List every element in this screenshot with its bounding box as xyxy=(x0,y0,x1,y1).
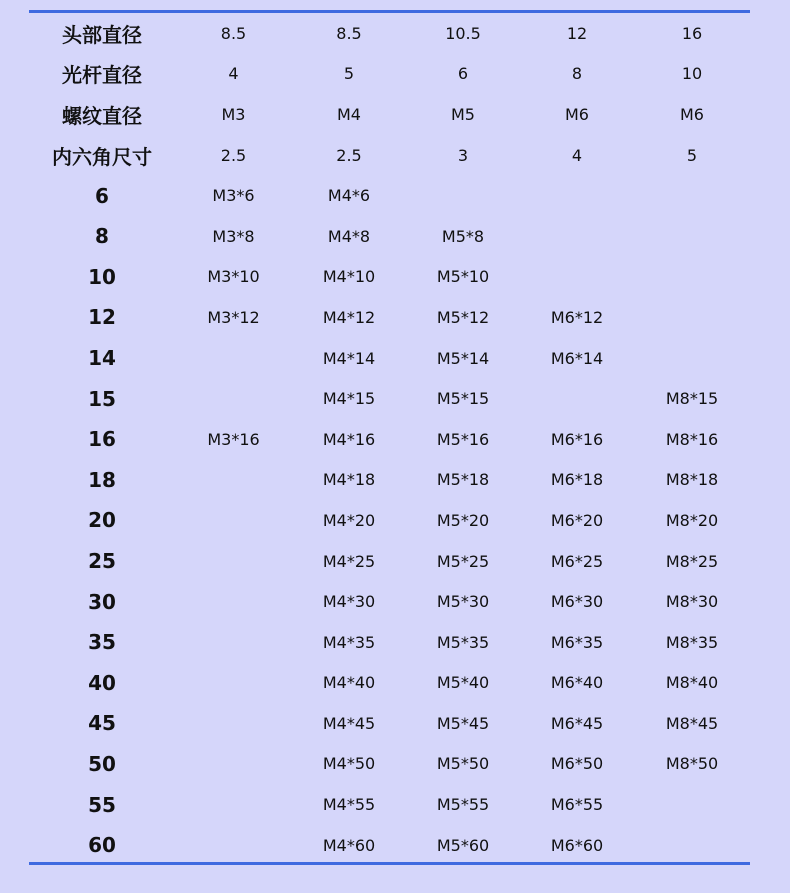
table-cell xyxy=(175,581,292,622)
table-cell: M4*35 xyxy=(322,632,376,652)
row-label-length: 8 xyxy=(95,224,109,249)
table-cell: M5*45 xyxy=(436,713,490,733)
table-cell: M6*40 xyxy=(550,673,604,693)
table-cell: M5*60 xyxy=(436,835,490,855)
row-label-length: 30 xyxy=(88,589,116,614)
table-cell: M8*15 xyxy=(665,389,719,409)
table-cell: M4*20 xyxy=(322,510,376,530)
table-cell: M8*40 xyxy=(665,673,719,693)
table-cell xyxy=(634,297,750,338)
table-cell xyxy=(175,663,292,704)
table-cell: M3*16 xyxy=(207,429,260,449)
row-label-length: 45 xyxy=(88,711,116,736)
row-label-length: 20 xyxy=(88,508,116,533)
table-cell: M6 xyxy=(680,104,704,124)
row-label-shank-diameter: 光杆直径 xyxy=(62,63,142,88)
table-cell: M8*45 xyxy=(665,713,719,733)
table-cell: M8*20 xyxy=(665,510,719,530)
table-cell: M5*40 xyxy=(436,673,490,693)
table-cell: M5*20 xyxy=(436,510,490,530)
table-cell xyxy=(175,378,292,419)
table-cell: 6 xyxy=(457,64,469,84)
table-cell: M4 xyxy=(337,104,361,124)
table-row xyxy=(29,825,750,866)
table-cell xyxy=(634,257,750,298)
bottom-rule xyxy=(29,862,750,865)
table-cell: 5 xyxy=(686,145,698,165)
table-cell: 5 xyxy=(343,64,355,84)
table-cell: M5*25 xyxy=(436,551,490,571)
table-row xyxy=(29,257,750,298)
table-cell: M4*50 xyxy=(322,754,376,774)
table-cell: M8*50 xyxy=(665,754,719,774)
table-cell: M5*50 xyxy=(436,754,490,774)
table-cell xyxy=(634,175,750,216)
table-cell: M3 xyxy=(221,104,246,124)
table-row xyxy=(29,581,750,622)
table-cell: 2.5 xyxy=(336,145,362,165)
table-row xyxy=(29,135,750,176)
table-cell: M4*14 xyxy=(322,348,376,368)
table-cell: 10 xyxy=(681,64,703,84)
table-cell xyxy=(520,175,634,216)
table-cell: M5*12 xyxy=(436,307,490,327)
row-label-hex-socket-size: 内六角尺寸 xyxy=(52,144,152,169)
table-cell: M6*20 xyxy=(550,510,604,530)
table-cell xyxy=(175,541,292,582)
table-cell xyxy=(175,744,292,785)
table-cell: M4*6 xyxy=(327,186,371,206)
table-cell: 16 xyxy=(681,23,703,43)
table-cell xyxy=(175,622,292,663)
table-cell: 2.5 xyxy=(220,145,247,165)
table-row xyxy=(29,744,750,785)
table-cell: 8.5 xyxy=(220,23,247,43)
table-cell: M4*8 xyxy=(327,226,371,246)
table-cell: M5*8 xyxy=(441,226,485,246)
table-cell: M6 xyxy=(565,104,589,124)
row-label-length: 50 xyxy=(88,751,116,776)
table-cell: M6*16 xyxy=(550,429,604,449)
row-label-length: 60 xyxy=(88,833,116,858)
table-row xyxy=(29,378,750,419)
table-cell xyxy=(175,784,292,825)
row-label-length: 35 xyxy=(88,630,116,655)
table-cell xyxy=(175,825,292,866)
table-row xyxy=(29,663,750,704)
table-row xyxy=(29,703,750,744)
table-cell: M4*40 xyxy=(322,673,376,693)
table-cell: M5*14 xyxy=(436,348,490,368)
table-cell xyxy=(520,257,634,298)
table-cell xyxy=(634,338,750,379)
table-row xyxy=(29,419,750,460)
table-row xyxy=(29,216,750,257)
table-cell: M8*18 xyxy=(665,470,719,490)
table-cell: M8*16 xyxy=(665,429,719,449)
table-cell: M5*18 xyxy=(436,470,490,490)
table-row xyxy=(29,784,750,825)
table-cell: M6*35 xyxy=(550,632,604,652)
table-cell: M3*6 xyxy=(212,186,255,206)
table-cell: M8*35 xyxy=(665,632,719,652)
table-row xyxy=(29,54,750,95)
table-cell: M6*45 xyxy=(550,713,604,733)
table-cell: M8*30 xyxy=(665,592,719,612)
table-cell: M5 xyxy=(451,104,475,124)
table-cell: M4*10 xyxy=(322,267,376,287)
table-cell: 8.5 xyxy=(336,23,362,43)
table-cell xyxy=(634,825,750,866)
row-label-length: 18 xyxy=(88,467,116,492)
table-row xyxy=(29,541,750,582)
table-cell: M4*18 xyxy=(322,470,376,490)
table-cell xyxy=(175,703,292,744)
table-cell: M5*30 xyxy=(436,592,490,612)
table-cell: 4 xyxy=(571,145,583,165)
table-row xyxy=(29,175,750,216)
table-row xyxy=(29,94,750,135)
table-cell: M3*8 xyxy=(212,226,255,246)
row-label-head-diameter: 头部直径 xyxy=(62,22,142,47)
table-row xyxy=(29,500,750,541)
table-cell: M4*15 xyxy=(322,389,376,409)
table-cell: M5*16 xyxy=(436,429,490,449)
table-cell: M5*55 xyxy=(436,795,490,815)
table-cell: 12 xyxy=(566,23,588,43)
table-row xyxy=(29,338,750,379)
table-cell: M6*14 xyxy=(550,348,604,368)
table-cell xyxy=(634,784,750,825)
table-cell: M6*25 xyxy=(550,551,604,571)
table-cell: M3*12 xyxy=(207,307,260,327)
table-cell xyxy=(520,378,634,419)
table-cell: M5*15 xyxy=(436,389,490,409)
row-label-length: 40 xyxy=(88,670,116,695)
table-cell: M6*60 xyxy=(550,835,604,855)
table-cell xyxy=(520,216,634,257)
table-row xyxy=(29,460,750,501)
row-label-length: 6 xyxy=(95,183,109,208)
table-cell: 10.5 xyxy=(445,23,481,43)
table-cell: M6*30 xyxy=(550,592,604,612)
table-cell xyxy=(175,338,292,379)
table-row xyxy=(29,297,750,338)
table-cell: 3 xyxy=(457,145,469,165)
table-cell: M6*18 xyxy=(550,470,604,490)
table-row xyxy=(29,622,750,663)
table-cell: M3*10 xyxy=(207,267,260,287)
table-cell: M4*12 xyxy=(322,307,376,327)
table-body xyxy=(29,13,750,865)
table-cell: 4 xyxy=(228,64,239,84)
row-label-thread-diameter: 螺纹直径 xyxy=(62,103,142,128)
table-cell: M6*55 xyxy=(550,795,604,815)
table-cell: M6*50 xyxy=(550,754,604,774)
screw-size-table xyxy=(29,13,750,865)
table-cell xyxy=(175,500,292,541)
table-cell: M8*25 xyxy=(665,551,719,571)
row-label-length: 16 xyxy=(88,427,116,452)
table-cell: M4*25 xyxy=(322,551,376,571)
row-label-length: 55 xyxy=(88,792,116,817)
row-label-length: 12 xyxy=(88,305,116,330)
table-cell: M5*35 xyxy=(436,632,490,652)
row-label-length: 15 xyxy=(88,386,116,411)
table-cell: M4*16 xyxy=(322,429,376,449)
table-row xyxy=(29,13,750,54)
table-cell xyxy=(406,175,520,216)
table-cell: M4*30 xyxy=(322,592,376,612)
table-cell: 8 xyxy=(571,64,583,84)
table-cell: M4*45 xyxy=(322,713,376,733)
table-cell: M6*12 xyxy=(550,307,604,327)
table-cell xyxy=(634,216,750,257)
row-label-length: 10 xyxy=(88,264,116,289)
table-cell: M5*10 xyxy=(436,267,490,287)
row-label-length: 14 xyxy=(88,346,116,371)
table-cell: M4*60 xyxy=(322,835,376,855)
table-cell: M4*55 xyxy=(322,795,376,815)
table-cell xyxy=(175,460,292,501)
row-label-length: 25 xyxy=(88,549,116,574)
